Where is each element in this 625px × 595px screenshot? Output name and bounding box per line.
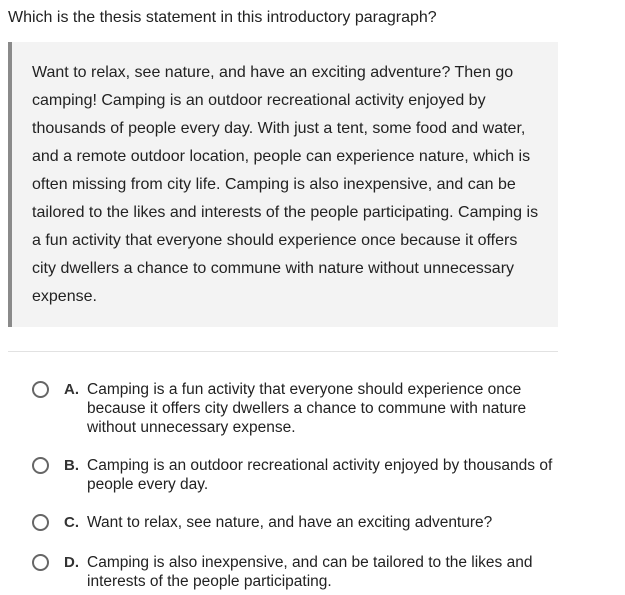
divider <box>8 351 558 352</box>
option-letter: D. <box>64 554 79 571</box>
option-letter: A. <box>64 381 79 398</box>
option-text: Camping is an outdoor recreational activity enjoyed by thousands of people every day. <box>87 457 553 493</box>
passage-text: Want to relax, see nature, and have an exciting adventure? Then go camping! Camping is an outdoor recreational activity enjoyed by thousands of people every day. With just a tent, some food and water, and a remote outdoor location, people can experience nature, which is often missing from city life. Camping is also inexpensive, and can be tailored to the likes and interests of the people participating. Camping is a fun activity that everyone should experience once because it offers city dwellers a chance to commune with nature without unnecessary expense. <box>32 64 539 305</box>
option-text: Camping is also inexpensive, and can be tailored to the likes and interests of the people participating. <box>87 554 533 590</box>
radio-button-icon[interactable] <box>32 514 49 531</box>
passage-box <box>8 42 558 327</box>
radio-button-icon[interactable] <box>32 554 49 571</box>
option-text: Want to relax, see nature, and have an exciting adventure? <box>87 514 493 531</box>
option-letter: B. <box>64 457 79 474</box>
radio-button-icon[interactable] <box>32 457 49 474</box>
radio-button-icon[interactable] <box>32 381 49 398</box>
option-letter: C. <box>64 514 79 531</box>
option-text: Camping is a fun activity that everyone should experience once because it offers city dwellers a chance to commune with nature without unnecessary expense. <box>87 381 527 436</box>
question-prompt: Which is the thesis statement in this introductory paragraph? <box>8 9 437 26</box>
